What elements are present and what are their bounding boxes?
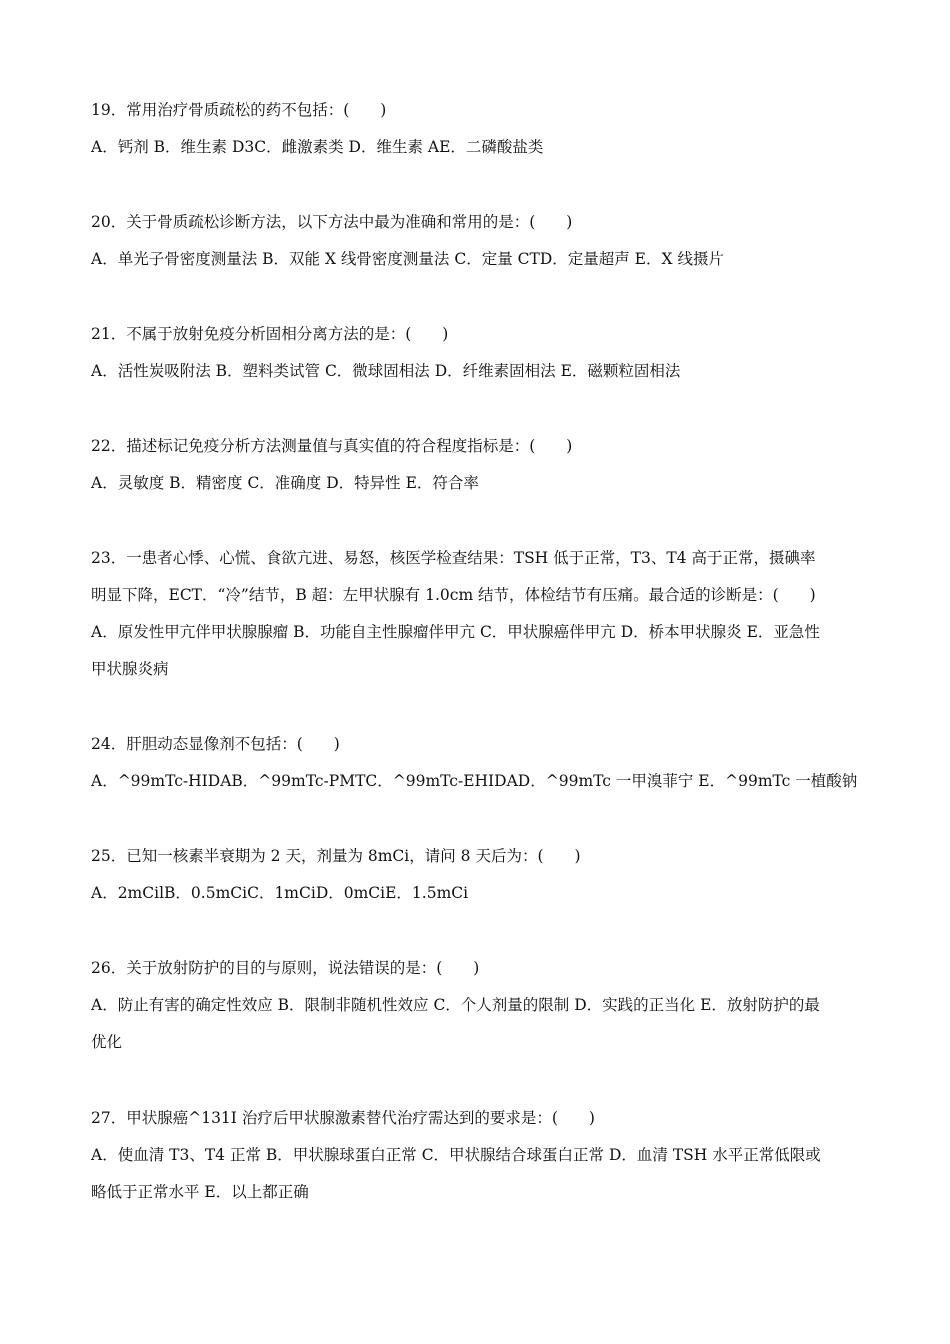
question-25 bbox=[91, 838, 866, 912]
question-stem: 26．关于放射防护的目的与原则，说法错误的是：( ) bbox=[91, 959, 480, 977]
question-stem: 20．关于骨质疏松诊断方法，以下方法中最为准确和常用的是：( ) bbox=[91, 213, 573, 231]
question-stem: 21．不属于放射免疫分析固相分离方法的是：( ) bbox=[91, 325, 449, 343]
answer-options: A．^99mTc-HIDAB．^99mTc-PMTC．^99mTc-EHIDAD．^99mTc 一甲溴菲宁 E．^99mTc 一植酸钠 bbox=[91, 772, 858, 790]
answer-options: A．钙剂 B．维生素 D3C．雌激素类 D．维生素 AE．二磷酸盐类 bbox=[91, 138, 544, 156]
question-22 bbox=[91, 428, 866, 502]
question-26 bbox=[91, 950, 866, 1061]
question-20 bbox=[91, 204, 866, 278]
question-stem: 19．常用治疗骨质疏松的药不包括：( ) bbox=[91, 101, 387, 119]
question-stem-continued: 明显下降，ECT．“冷”结节，B 超：左甲状腺有 1.0cm 结节，体检结节有压痛。最合适的诊断是：( ) bbox=[91, 586, 816, 604]
question-24 bbox=[91, 726, 866, 800]
answer-options: A．原发性甲亢伴甲状腺腺瘤 B．功能自主性腺瘤伴甲亢 C．甲状腺癌伴甲亢 D．桥本甲状腺炎 E．亚急性 bbox=[91, 623, 820, 641]
question-23 bbox=[91, 540, 866, 688]
question-stem: 25．已知一核素半衰期为 2 天，剂量为 8mCi，请问 8 天后为：( ) bbox=[91, 847, 581, 865]
answer-options-continued: 优化 bbox=[91, 1033, 123, 1051]
answer-options: A．使血清 T3、T4 正常 B．甲状腺球蛋白正常 C．甲状腺结合球蛋白正常 D．血清 TSH 水平正常低限或 bbox=[91, 1146, 821, 1164]
answer-options: A．2mCilB．0.5mCiC．1mCiD．0mCiE．1.5mCi bbox=[91, 884, 469, 902]
question-19 bbox=[91, 92, 866, 166]
answer-options: A．活性炭吸附法 B．塑料类试管 C．微球固相法 D．纤维素固相法 E．磁颗粒固相法 bbox=[91, 362, 681, 380]
question-21 bbox=[91, 316, 866, 390]
answer-options: A．灵敏度 B．精密度 C．准确度 D．特异性 E．符合率 bbox=[91, 474, 479, 492]
question-stem: 22．描述标记免疫分析方法测量值与真实值的符合程度指标是：( ) bbox=[91, 437, 573, 455]
answer-options-continued: 略低于正常水平 E．以上都正确 bbox=[91, 1183, 309, 1201]
question-stem: 24．肝胆动态显像剂不包括：( ) bbox=[91, 735, 340, 753]
answer-options: A．单光子骨密度测量法 B．双能 X 线骨密度测量法 C．定量 CTD．定量超声 E．X 线摄片 bbox=[91, 250, 724, 268]
answer-options: A．防止有害的确定性效应 B．限制非随机性效应 C．个人剂量的限制 D．实践的正当化 E．放射防护的最 bbox=[91, 996, 820, 1014]
question-27 bbox=[91, 1100, 866, 1211]
question-stem: 23．一患者心悸、心慌、食欲亢进、易怒，核医学检查结果：TSH 低于正常，T3、T4 高于正常，摄碘率 bbox=[91, 549, 816, 567]
question-stem: 27．甲状腺癌^131I 治疗后甲状腺激素替代治疗需达到的要求是：( ) bbox=[91, 1109, 595, 1127]
answer-options-continued: 甲状腺炎病 bbox=[91, 660, 169, 678]
